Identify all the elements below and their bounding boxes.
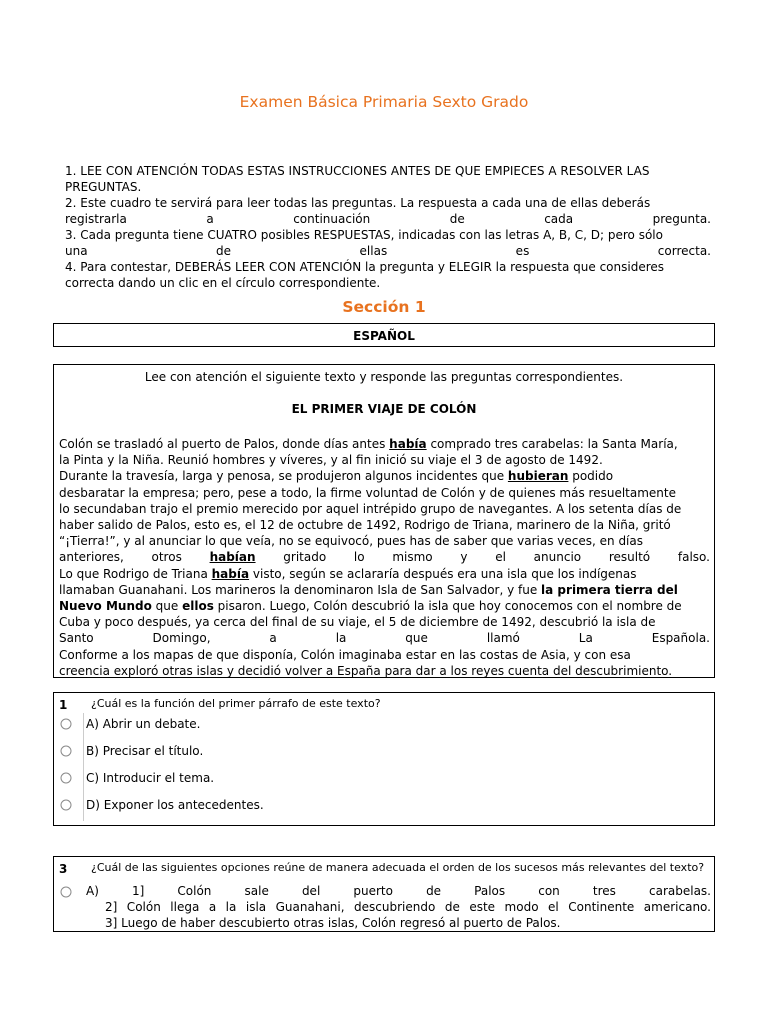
instruction-line: 3. Cada pregunta tiene CUATRO posibles RESPUESTAS, indicadas con las letras A, B, C, D; pero sólo bbox=[65, 228, 663, 242]
option-label: A) Abrir un debate. bbox=[86, 717, 201, 731]
reading-line: llamaban Guanahani. Los marineros la denominaron Isla de San Salvador, y fue la primera tierra del bbox=[59, 582, 678, 597]
option-label bbox=[86, 883, 711, 932]
subject-label: ESPAÑOL bbox=[353, 329, 415, 343]
reading-line: Colón se trasladó al puerto de Palos, donde días antes había comprado tres carabelas: la Santa María, bbox=[59, 437, 678, 451]
radio-button-unchecked-icon[interactable] bbox=[60, 886, 72, 898]
reading-intro: Lee con atención el siguiente texto y responde las preguntas correspondientes. bbox=[144, 370, 624, 384]
instruction-line: correcta dando un clic en el círculo correspondiente. bbox=[65, 276, 381, 290]
instruction-line: 4. Para contestar, DEBERÁS LEER CON ATENCIÓN la pregunta y ELEGIR la respuesta que consideres bbox=[65, 260, 665, 274]
instructions bbox=[65, 163, 711, 291]
reading-line: haber salido de Palos, esto es, el 12 de octubre de 1492, Rodrigo de Triana, marinero de la Niña, gritó bbox=[59, 518, 671, 533]
reading-line: Nuevo Mundo que ellos pisaron. Luego, Colón descubrió la isla que hoy conocemos con el nombre de bbox=[59, 599, 682, 614]
reading-line: Lo que Rodrigo de Triana había visto, según se aclararía después era una isla que los indígenas bbox=[59, 566, 637, 581]
subject-box bbox=[53, 323, 715, 347]
reading-line: Durante la travesía, larga y penosa, se produjeron algunos incidentes que hubieran podido bbox=[59, 469, 614, 484]
section-title: Sección 1 bbox=[342, 298, 426, 316]
instruction-line: PREGUNTAS. bbox=[65, 180, 142, 194]
option-label: D) Exponer los antecedentes. bbox=[86, 798, 264, 812]
reading-line: anteriores, otros habían gritado lo mismo y el anuncio resultó falso. bbox=[59, 550, 710, 565]
reading-line: “¡Tierra!”, y al anunciar lo que veía, no se equivocó, pues has de saber que varias veces, en días bbox=[59, 534, 643, 549]
radio-button-unchecked-icon[interactable] bbox=[60, 799, 72, 811]
option-label: C) Introducir el tema. bbox=[86, 771, 215, 785]
option-line: 3] Luego de haber descubierto otras islas, Colón regresó al puerto de Palos. bbox=[105, 916, 561, 931]
question-text: ¿Cuál es la función del primer párrafo de este texto? bbox=[91, 697, 381, 710]
instruction-line: 2. Este cuadro te servirá para leer todas las preguntas. La respuesta a cada una de ellas deberás bbox=[65, 196, 651, 210]
question-number: 1 bbox=[59, 698, 68, 712]
radio-button-unchecked-icon[interactable] bbox=[60, 772, 72, 784]
reading-line: Cuba y poco después, ya cerca del final de su viaje, el 5 de diciembre de 1492, descubrió la isla de bbox=[59, 615, 656, 630]
instruction-line: una de ellas es correcta. bbox=[65, 244, 711, 258]
question-text: ¿Cuál de las siguientes opciones reúne de manera adecuada el orden de los sucesos más relevantes del texto? bbox=[91, 861, 705, 874]
page-title: Examen Básica Primaria Sexto Grado bbox=[239, 93, 529, 111]
radio-button-unchecked-icon[interactable] bbox=[60, 745, 72, 757]
reading-text bbox=[59, 436, 710, 679]
question-number: 3 bbox=[59, 862, 68, 876]
reading-title: EL PRIMER VIAJE DE COLÓN bbox=[291, 402, 477, 416]
reading-box bbox=[53, 364, 715, 678]
question-1 bbox=[53, 692, 715, 826]
radio-button-unchecked-icon[interactable] bbox=[60, 718, 72, 730]
reading-line: desbaratar la empresa; pero, pese a todo, la firme voluntad de Colón y de quienes más resueltamente bbox=[59, 485, 676, 500]
option-label: B) Precisar el título. bbox=[86, 744, 204, 758]
reading-line: la Pinta y la Niña. Reunió hombres y víveres, y al fin inició su viaje el 3 de agosto de 1492. bbox=[59, 453, 603, 468]
instruction-line: 1. LEE CON ATENCIÓN TODAS ESTAS INSTRUCCIONES ANTES DE QUE EMPIECES A RESOLVER LAS bbox=[65, 164, 650, 178]
option-line: A) 1] Colón sale del puerto de Palos con tres carabelas. bbox=[86, 884, 711, 898]
reading-line: creencia exploró otras islas y decidió volver a España para dar a los reyes cuenta del descubrimiento. bbox=[59, 663, 673, 678]
reading-line: Santo Domingo, a la que llamó La Española. bbox=[59, 631, 710, 646]
option-line: 2] Colón llega a la isla Guanahani, descubriendo de este modo el Continente americano. bbox=[105, 900, 711, 915]
instruction-line: registrarla a continuación de cada pregunta. bbox=[65, 212, 711, 226]
reading-line: lo secundaban trajo el premio merecido por aquel intrépido grupo de navegantes. A los setenta días de bbox=[59, 501, 682, 516]
question-3 bbox=[53, 856, 715, 932]
reading-line: Conforme a los mapas de que disponía, Colón imaginaba estar en las costas de Asia, y con esa bbox=[59, 647, 631, 662]
